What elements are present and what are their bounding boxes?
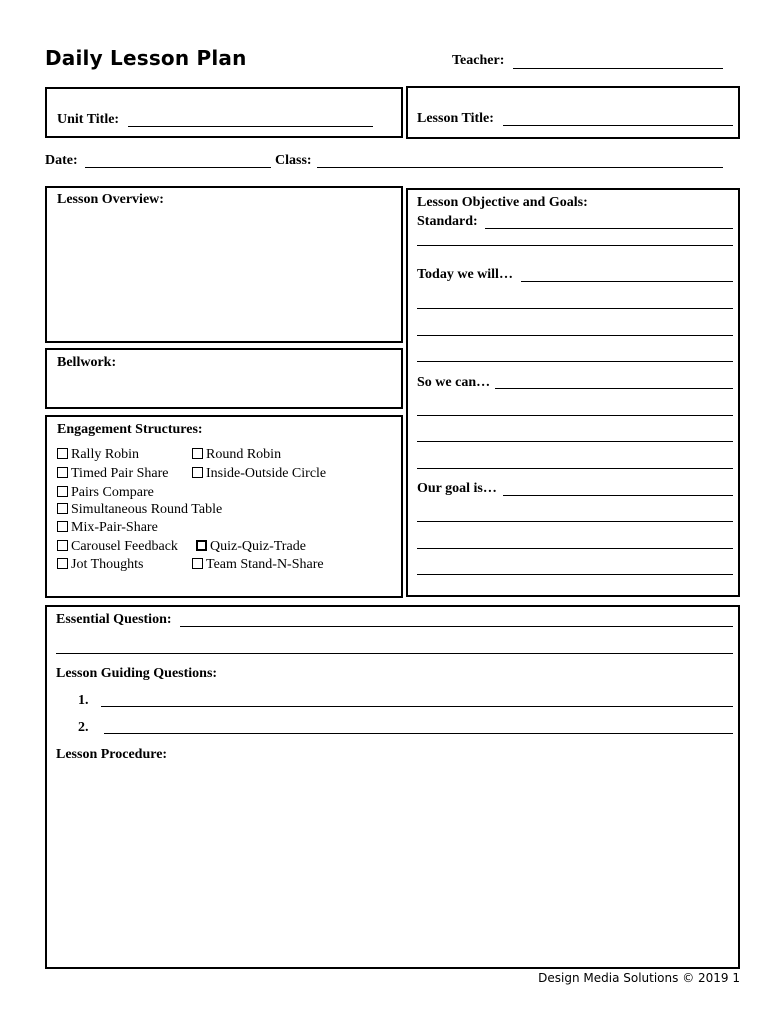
checkbox[interactable] <box>57 467 68 478</box>
option-carousel-feedback[interactable] <box>57 539 178 555</box>
standard-label: Standard: <box>417 214 478 229</box>
our-goal-line-1[interactable] <box>417 521 733 522</box>
option-simultaneous-round-table[interactable] <box>57 502 222 518</box>
bellwork-label: Bellwork: <box>57 355 117 370</box>
so-we-can-label: So we can… <box>417 375 491 390</box>
option-pairs-compare[interactable] <box>57 485 154 501</box>
option-label: Team Stand-N-Share <box>206 557 324 572</box>
standard-line[interactable] <box>417 245 733 246</box>
option-mix-pair-share[interactable] <box>57 520 158 536</box>
our-goal-label: Our goal is… <box>417 481 497 496</box>
checkbox[interactable] <box>57 558 68 569</box>
today-we-will-field[interactable] <box>521 281 733 282</box>
date-label: Date: <box>45 153 78 168</box>
lesson-overview-box[interactable] <box>45 186 403 343</box>
essential-question-label: Essential Question: <box>56 612 172 627</box>
lesson-title-field[interactable] <box>503 125 733 126</box>
checkbox[interactable] <box>57 448 68 459</box>
our-goal-line-3[interactable] <box>417 574 733 575</box>
option-timed-pair-share[interactable] <box>57 466 168 482</box>
checkbox[interactable] <box>192 467 203 478</box>
option-jot-thoughts[interactable] <box>57 557 143 573</box>
lesson-procedure-area[interactable] <box>56 768 733 962</box>
footer-copyright: Design Media Solutions © 2019 1 <box>538 971 740 985</box>
our-goal-field[interactable] <box>503 495 733 496</box>
unit-title-label: Unit Title: <box>57 112 120 127</box>
option-label: Jot Thoughts <box>71 557 144 572</box>
option-inside-outside-circle[interactable] <box>192 466 326 482</box>
checkbox[interactable] <box>192 448 203 459</box>
checkbox[interactable] <box>57 540 68 551</box>
lesson-objective-label: Lesson Objective and Goals: <box>417 195 588 210</box>
today-line-1[interactable] <box>417 308 733 309</box>
guiding-question-1-field[interactable] <box>101 706 733 707</box>
page-title: Daily Lesson Plan <box>45 46 247 70</box>
lesson-overview-label: Lesson Overview: <box>57 192 164 207</box>
option-round-robin[interactable] <box>192 447 281 463</box>
option-team-stand-n-share[interactable] <box>192 557 324 573</box>
option-label: Rally Robin <box>71 447 140 462</box>
lesson-title-label: Lesson Title: <box>417 111 494 126</box>
guiding-questions-label: Lesson Guiding Questions: <box>56 666 218 681</box>
checkbox[interactable] <box>192 558 203 569</box>
our-goal-line-2[interactable] <box>417 548 733 549</box>
so-we-can-line-2[interactable] <box>417 441 733 442</box>
so-we-can-line-3[interactable] <box>417 468 733 469</box>
essential-question-line[interactable] <box>56 653 733 654</box>
teacher-label: Teacher: <box>452 53 505 68</box>
option-rally-robin[interactable] <box>57 447 139 463</box>
standard-field[interactable] <box>485 228 733 229</box>
so-we-can-field[interactable] <box>495 388 733 389</box>
guiding-question-2-field[interactable] <box>104 733 733 734</box>
option-quiz-quiz-trade[interactable] <box>196 539 306 555</box>
checkbox[interactable] <box>57 486 68 497</box>
checkbox[interactable] <box>196 540 207 551</box>
date-field[interactable] <box>85 167 271 168</box>
option-label: Round Robin <box>206 447 282 462</box>
option-label: Timed Pair Share <box>71 466 169 481</box>
option-label: Inside-Outside Circle <box>206 466 327 481</box>
class-label: Class: <box>275 153 312 168</box>
lesson-procedure-label: Lesson Procedure: <box>56 747 168 762</box>
checkbox[interactable] <box>57 521 68 532</box>
so-we-can-line-1[interactable] <box>417 415 733 416</box>
option-label: Mix-Pair-Share <box>71 520 158 535</box>
lesson-objective-box <box>406 188 740 597</box>
checkbox[interactable] <box>57 503 68 514</box>
guiding-question-number-2: 2. <box>78 720 89 735</box>
today-line-2[interactable] <box>417 335 733 336</box>
unit-title-field[interactable] <box>128 126 373 127</box>
essential-question-field[interactable] <box>180 626 733 627</box>
teacher-field[interactable] <box>513 68 723 69</box>
class-field[interactable] <box>317 167 723 168</box>
option-label: Quiz-Quiz-Trade <box>210 539 306 554</box>
today-we-will-label: Today we will… <box>417 267 513 282</box>
option-label: Carousel Feedback <box>71 539 178 554</box>
guiding-question-number-1: 1. <box>78 693 89 708</box>
option-label: Simultaneous Round Table <box>71 502 223 517</box>
today-line-3[interactable] <box>417 361 733 362</box>
option-label: Pairs Compare <box>71 485 154 500</box>
engagement-structures-label: Engagement Structures: <box>57 422 203 437</box>
